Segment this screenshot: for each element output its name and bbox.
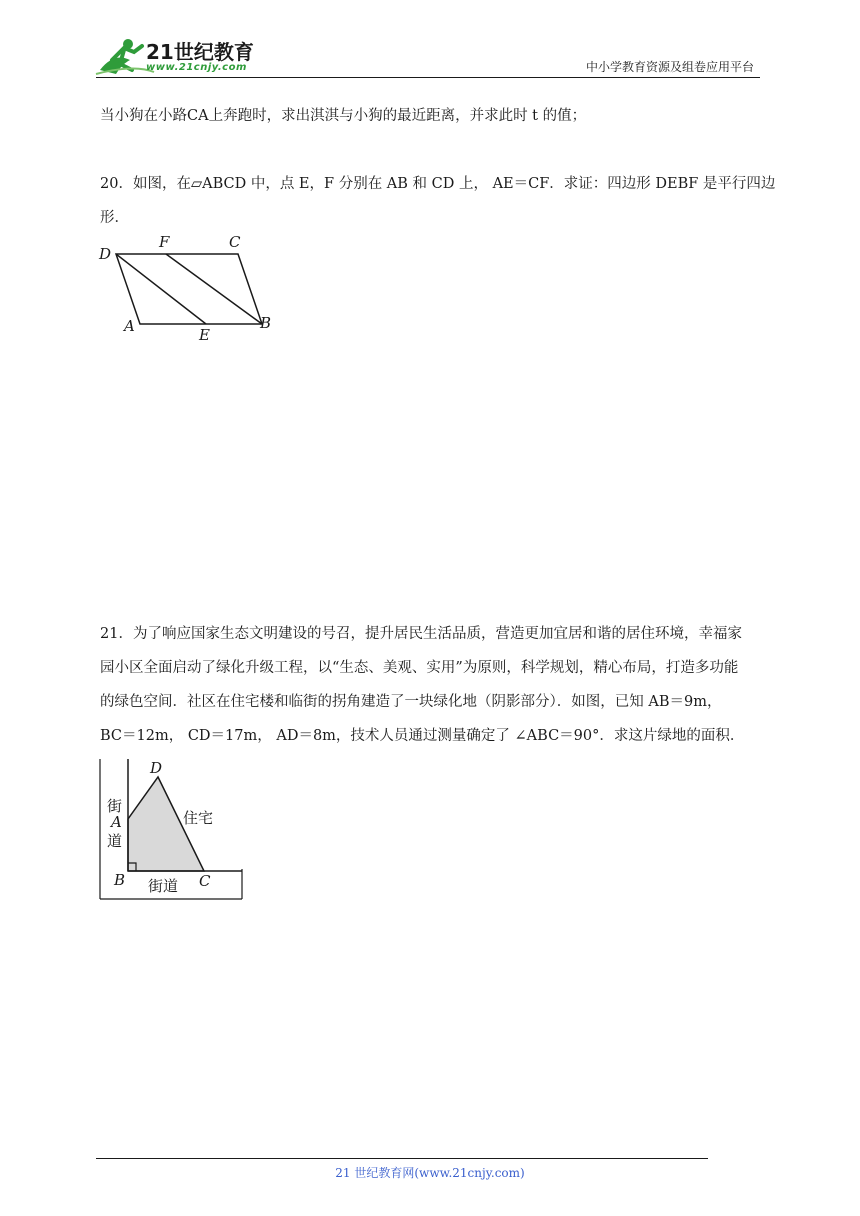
logo-text: 21世纪教育 xyxy=(146,40,254,64)
q21-label-street-jie: 街 xyxy=(107,797,123,815)
q20-label-B: B xyxy=(260,314,272,332)
q21-label-A: A xyxy=(111,813,122,831)
header-platform-text: 中小学教育资源及组卷应用平台 xyxy=(585,60,754,74)
footer-divider xyxy=(96,1158,708,1159)
q21-text-line3: 的绿色空间．社区在住宅楼和临街的拐角建造了一块绿化地（阴影部分）．如图，已知 AB＝9m， xyxy=(100,694,722,710)
q20-text-line2: 形． xyxy=(100,210,129,226)
q20-label-D: D xyxy=(99,245,112,263)
q19-tail-text: 当小狗在小路CA上奔跑时，求出淇淇与小狗的最近距离，并求此时 t 的值； xyxy=(100,108,587,124)
q21-label-C: C xyxy=(199,872,211,890)
q21-label-house: 住宅 xyxy=(183,809,214,827)
logo-url: www.21cnjy.com xyxy=(146,62,247,73)
q21-label-B: B xyxy=(114,871,126,889)
q20-text-line1: 20．如图，在▱ABCD 中，点 E，F 分别在 AB 和 CD 上， AE＝CF．求证：四边形 DEBF 是平行四边 xyxy=(100,176,776,192)
q21-label-street-horizontal: 街道 xyxy=(148,877,179,895)
header-divider xyxy=(96,77,760,78)
q20-label-A: A xyxy=(124,317,135,335)
q21-label-street-dao: 道 xyxy=(107,832,123,850)
footer-link[interactable]: 21 世纪教育网(www.21cnjy.com) xyxy=(335,1166,525,1180)
q20-parallelogram-figure xyxy=(96,230,286,346)
q21-text-line4: BC＝12m， CD＝17m， AD＝8m，技术人员通过测量确定了 ∠ABC＝90°．求这片绿地的面积． xyxy=(100,728,745,744)
q21-green-area-figure xyxy=(96,755,246,903)
q20-label-F: F xyxy=(159,233,170,251)
q21-text-line1: 21．为了响应国家生态文明建设的号召，提升居民生活品质，营造更加宜居和谐的居住环境，幸福家 xyxy=(100,626,742,642)
q20-label-C: C xyxy=(229,233,241,251)
q20-label-E: E xyxy=(199,326,210,344)
q21-text-line2: 园小区全面启动了绿化升级工程，以“生态、美观、实用”为原则，科学规划，精心布局，打造多功能 xyxy=(100,660,739,676)
q21-label-D: D xyxy=(150,759,163,777)
